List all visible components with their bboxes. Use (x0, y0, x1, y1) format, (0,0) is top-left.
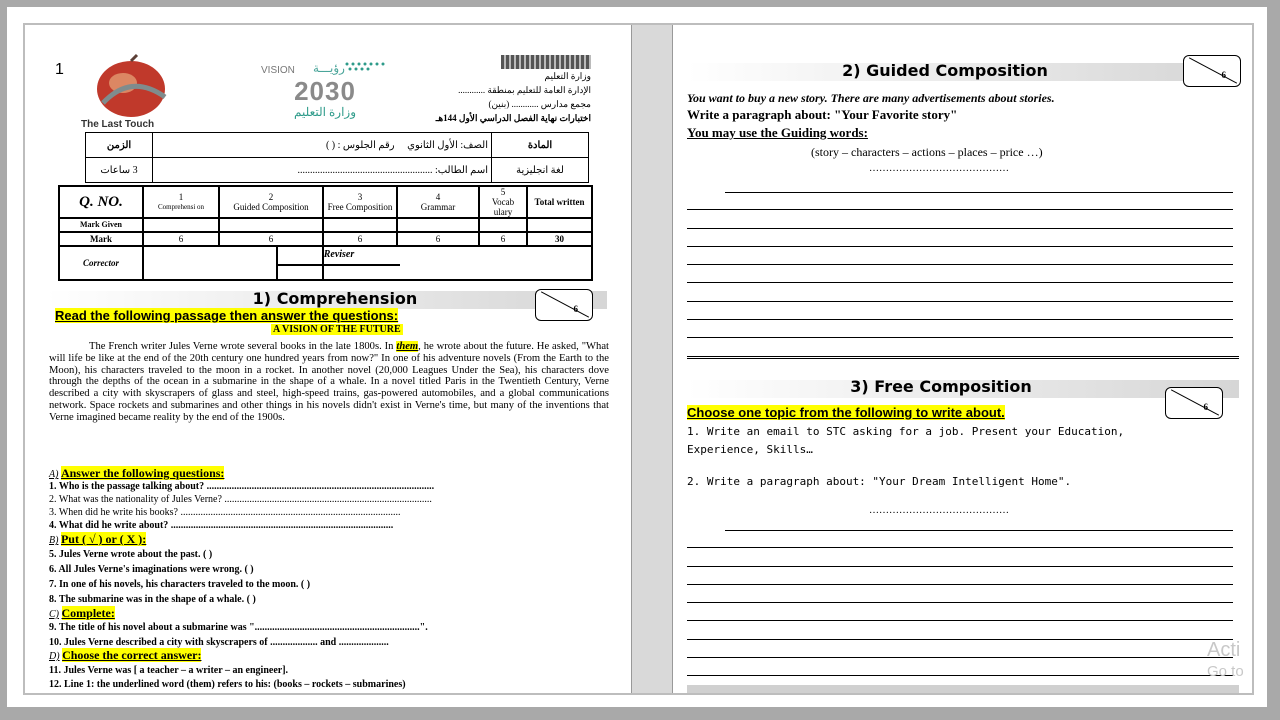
question-10: 10. Jules Verne described a city with skyscrapers of ................... and .................... (49, 637, 389, 648)
question-11: 11. Jules Verne was [ a teacher – a writer – an engineer]. (49, 665, 289, 676)
page-frame (7, 7, 1267, 707)
free-writing-lines (687, 530, 1233, 693)
part-b-heading: B) Put ( √ ) or ( X ): (49, 532, 147, 546)
guided-line-2: Write a paragraph about: "Your Favorite story" (687, 107, 958, 122)
ministry-name: وزارة التعليم (294, 105, 356, 119)
document-view (23, 23, 1254, 695)
free-topic-2: 2. Write a paragraph about: "Your Dream Intelligent Home". (687, 475, 1072, 488)
question-12: 12. Line 1: the underlined word (them) refers to his: (books – rockets – submarines) (49, 679, 406, 690)
question-8: 8. The submarine was in the shape of a whale. ( ) (49, 594, 256, 605)
question-4: 4. What did he write about? ......................................................................................... (49, 520, 394, 531)
header-comprehension: Comprehensi on (157, 203, 205, 211)
part-a-heading: A) Answer the following questions: (49, 466, 225, 480)
guided-writing-first-line (725, 175, 1233, 193)
guided-title-line: …………………………………… (869, 163, 1009, 174)
arabic-header: وزارة التعليم الإدارة العامة للتعليم بمنطقة ............ مجمع مدارس ............ (بنين) اختبارات نهاية الفصل الدراسي الأول 144هـ (415, 55, 591, 125)
ministry-emblem (501, 55, 591, 69)
student-name-field: اسم الطالب: ...................................................... (153, 158, 492, 183)
subject-value: لغة انجليزية (492, 158, 589, 183)
free-mark-box: 6 (1165, 387, 1223, 419)
guided-writing-lines (687, 192, 1233, 357)
free-instruction: Choose one topic from the following to write about. (687, 405, 1005, 420)
passage-title: A VISION OF THE FUTURE (273, 324, 401, 335)
free-title-line: …………………………………… (869, 505, 1009, 516)
page-gutter (631, 25, 673, 693)
header-free: Free Composition (327, 202, 393, 212)
header-vocabulary: Vocab ulary (491, 197, 515, 217)
question-3: 3. When did he write his books? ........................................................................................ (49, 507, 401, 518)
reviser-label: Reviser (276, 247, 400, 266)
free-topic-1: 1. Write an email to STC asking for a job. Present your Education, Experience, Skills… (687, 425, 1125, 456)
vision-2030-logo: VISION رؤيـــة 2030 وزارة التعليم (255, 61, 395, 131)
part-d-heading: D) Choose the correct answer: (49, 648, 202, 662)
page-bottom-bar (687, 685, 1239, 693)
exam-info-table (85, 132, 589, 183)
subject-label: المادة (492, 133, 589, 158)
grade-label: الصف: الأول الثانوي (407, 139, 488, 151)
page-number: 1 (55, 61, 64, 78)
vision-year: 2030 (294, 76, 356, 106)
header-total: Total written (527, 186, 592, 218)
section-divider (687, 356, 1239, 359)
guided-title: 2) Guided Composition (842, 61, 1048, 80)
right-page (675, 25, 1252, 693)
free-title: 3) Free Composition (850, 377, 1032, 396)
score-table: Q. NO. 1 Comprehensi on 2 Guided Composition 3 Free Composition 4 Grammar 5 Vocab ulary Total written Mark Given Mark 6 6 6 6 6 30 Corrector Reviser (58, 185, 593, 281)
left-page (25, 25, 627, 693)
school-logo (81, 53, 177, 133)
question-1: 1. Who is the passage talking about? ........................................................................................... (49, 481, 435, 492)
qno-header: Q. NO. (59, 186, 143, 218)
guided-mark-box: 6 (1183, 55, 1241, 87)
mark-label: Mark (59, 232, 143, 246)
free-writing-first-line (725, 513, 1233, 531)
part-c-heading: C) Complete: (49, 606, 115, 620)
comprehension-mark-box: 6 (535, 289, 593, 321)
question-6: 6. All Jules Verne's imaginations were wrong. ( ) (49, 564, 254, 575)
header-guided: Guided Composition (233, 202, 309, 212)
logo-caption: The Last Touch (81, 119, 155, 130)
question-2: 2. What was the nationality of Jules Verne? ................................................................................... (49, 494, 432, 505)
comprehension-title: 1) Comprehension (252, 289, 418, 308)
mark-given-label: Mark Given (59, 218, 143, 232)
guided-line-1: You want to buy a new story. There are many advertisements about stories. (687, 91, 1055, 105)
activation-watermark: Acti Go to (1207, 639, 1244, 680)
guided-hints: (story – characters – actions – places – price …) (811, 145, 1043, 159)
question-5: 5. Jules Verne wrote about the past. ( ) (49, 549, 213, 560)
passage-text: The French writer Jules Verne wrote several books in the late 1800s. In them, he wrote about the future. He asked, "What will life be like at the end of the 20th century one hundred years from now?" In one of his adventure novels (From the Earth to the Moon), his characters traveled to the moon in a rocket. In another novel (20,000 Leagues Under the Sea), his characters dove through the depths of the ocean in a submarine in the shape of a whale. In a novel titled Paris in the Twentieth Century, Verne described a city with skyscrapers of glass and steel, high-speed trains, gas-powered automobiles, and a global communications network. Space rockets and submarines and other things in his novels didn't exist in Verne's time, but many of the inventions that Verne imagined became reality by the end of the 1900s. (49, 341, 609, 423)
seat-number-label: رقم الجلوس : ( ) (325, 139, 395, 151)
question-7: 7. In one of his novels, his characters traveled to the moon. ( ) (49, 579, 311, 590)
header-grammar: Grammar (420, 202, 456, 212)
question-9: 9. The title of his novel about a submarine was "..................................................................". (49, 622, 428, 633)
time-value: 3 ساعات (86, 158, 153, 183)
corrector-label: Corrector (59, 246, 143, 280)
time-label: الزمن (86, 133, 153, 158)
comprehension-instruction: Read the following passage then answer the questions: (55, 308, 399, 323)
underlined-word: them (396, 341, 419, 352)
guided-line-3: You may use the Guiding words: (687, 125, 868, 140)
